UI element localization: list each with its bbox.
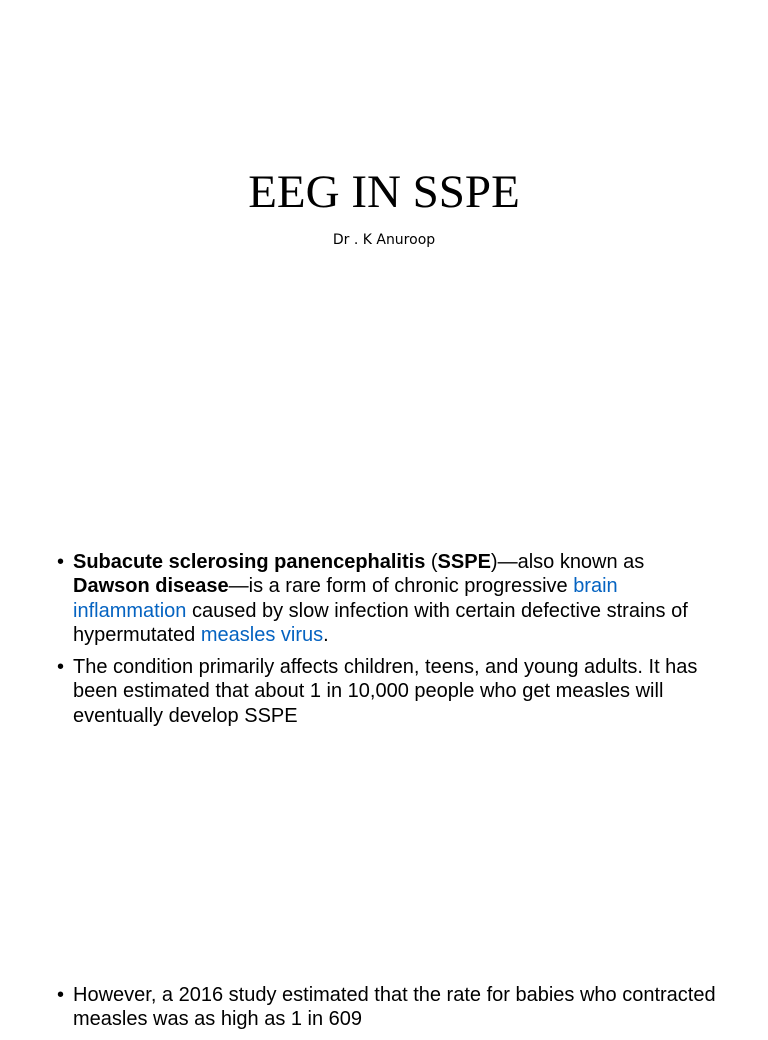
- bullet-dot: •: [57, 551, 65, 573]
- link-brain-inflammation[interactable]: brain inflammation: [73, 575, 618, 622]
- slide-subtitle: Dr . K Anuroop: [332, 232, 436, 248]
- bullet-sspe-definition: [57, 550, 717, 647]
- text-fragment: caused by slow infection with certain defective strains of hypermutated: [73, 599, 688, 646]
- term-sspe-abbr: SSPE: [437, 551, 491, 573]
- bullet-dot: •: [57, 656, 65, 679]
- term-dawson-disease: Dawson disease: [73, 575, 229, 598]
- text-fragment: —is a rare form of chronic progressive: [228, 575, 574, 598]
- bullet-text: The condition primarily affects children, teens, and young adults. It has been estimated that about 1 in 10,000 people who get measles will eventually develop SSPE: [73, 656, 698, 727]
- text-fragment: (: [425, 551, 438, 573]
- bullet-dot: •: [57, 984, 65, 1006]
- slide-title: EEG IN SSPE: [248, 166, 520, 218]
- slide3-bullet-list: [57, 983, 717, 1040]
- bullet-2016-study: [57, 983, 717, 1032]
- bullet-text: However, a 2016 study estimated that the rate for babies who contracted measles was as high as 1 in 609: [73, 984, 716, 1031]
- slide2-bullet-list: [57, 550, 717, 736]
- bullet-condition-prevalence: [57, 655, 717, 728]
- link-measles-virus[interactable]: measles virus: [200, 623, 324, 646]
- text-fragment: )—also known as: [490, 551, 645, 573]
- text-fragment: .: [323, 623, 329, 646]
- term-sspe-full: Subacute sclerosing panencephalitis: [73, 551, 426, 573]
